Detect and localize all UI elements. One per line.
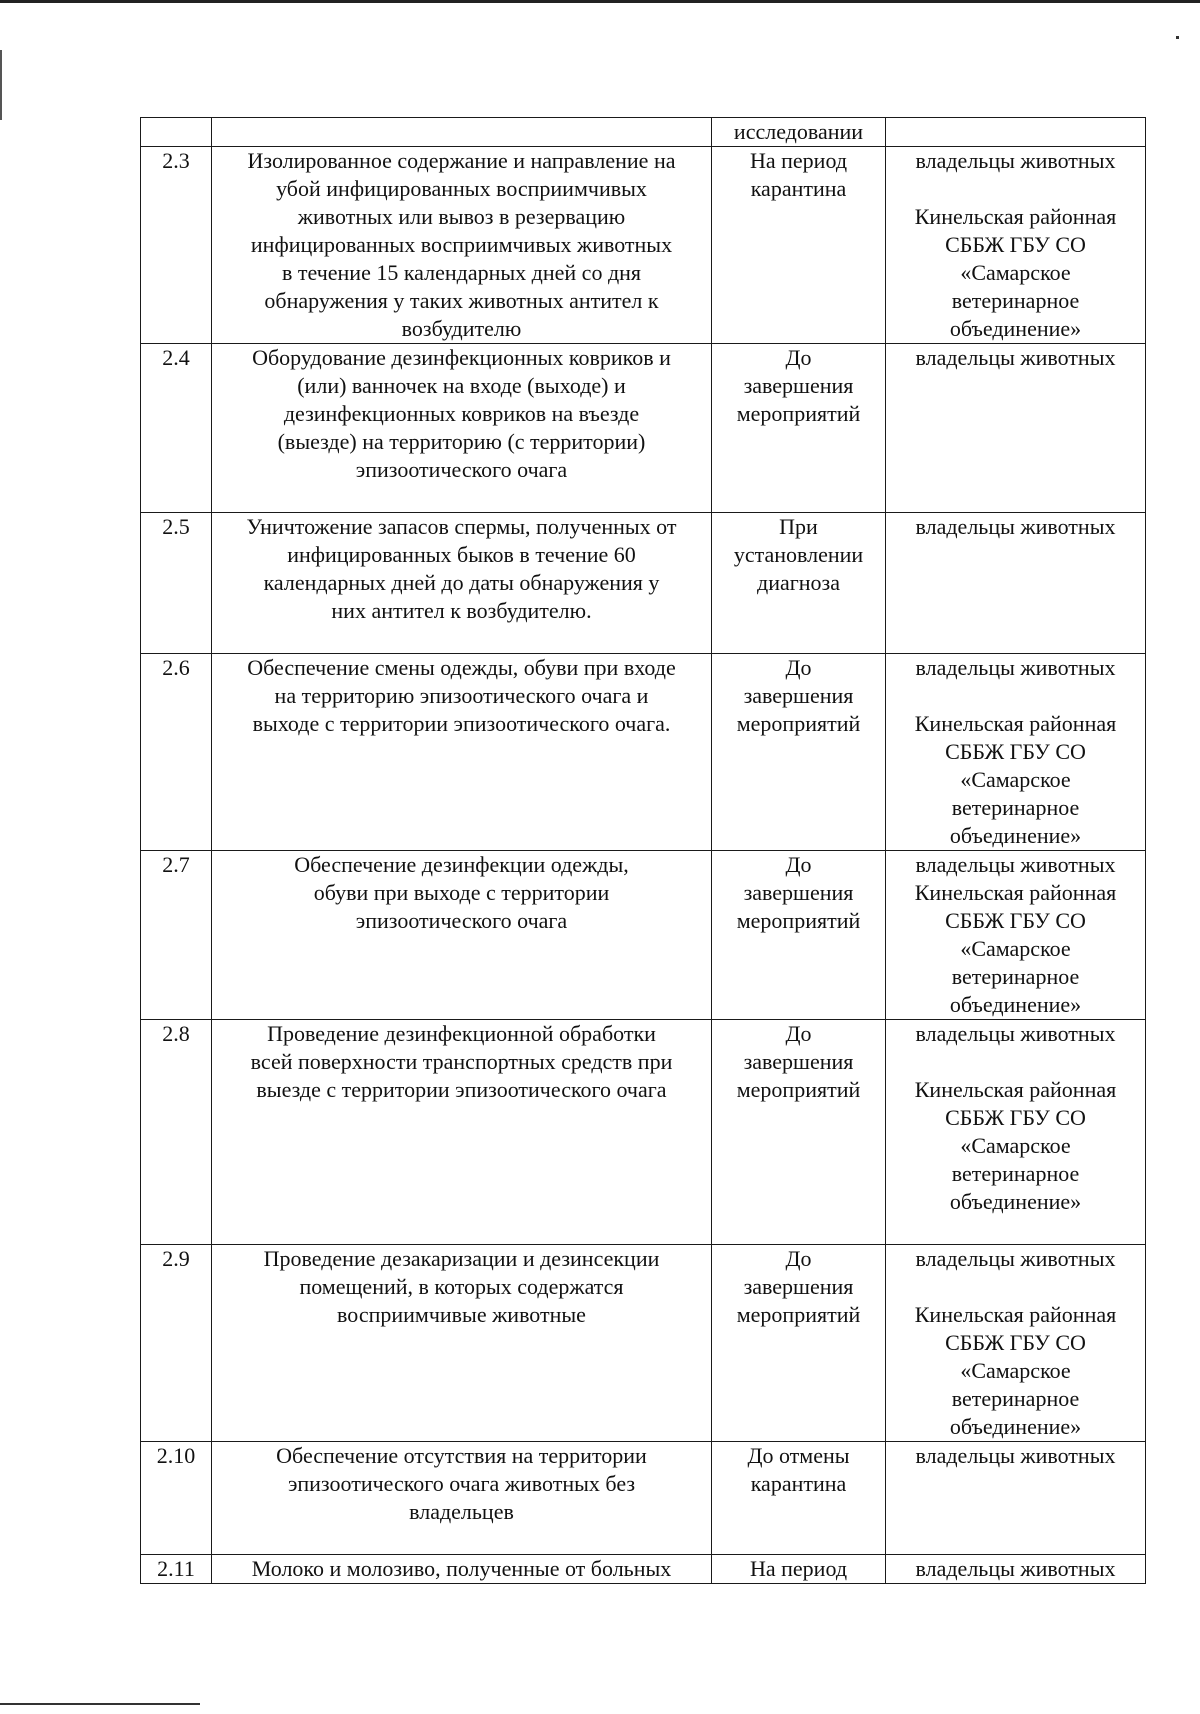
measure-term-line: завершения: [743, 1049, 854, 1074]
measure-description-line: выходе с территории эпизоотического очага.: [252, 711, 671, 736]
measure-term-line: На период: [749, 1556, 848, 1581]
measure-term: [712, 513, 886, 654]
measure-responsible-line: Кинельская районная: [914, 1302, 1117, 1327]
measure-description-line: в течение 15 календарных дней со дня: [281, 260, 642, 285]
measure-description-line: [218, 484, 705, 512]
measure-responsible: [886, 654, 1146, 851]
measure-responsible-line: СББЖ ГБУ СО: [945, 232, 1086, 257]
measure-description-line: всей поверхности транспортных средств при: [250, 1049, 673, 1074]
measure-description-line: дезинфекционных ковриков на въезде: [283, 401, 640, 426]
measure-responsible: [886, 344, 1146, 513]
measure-description-line: восприимчивые животные: [337, 1302, 586, 1327]
measure-responsible-line: Кинельская районная: [914, 711, 1117, 736]
measure-term-line: завершения: [743, 1274, 854, 1299]
measure-description: [212, 1245, 712, 1442]
measure-term-line: До: [785, 852, 812, 877]
measure-responsible-line: Кинельская районная: [914, 1077, 1117, 1102]
measures-table: [140, 117, 1146, 1584]
measure-description: [212, 344, 712, 513]
table-row: [141, 654, 1146, 851]
table-row: [141, 1555, 1146, 1584]
measure-responsible: [886, 118, 1146, 147]
measure-responsible-line: «Самарское: [960, 1133, 1071, 1158]
measure-description-line: владельцев: [409, 1499, 514, 1524]
measure-description-line: Молоко и молозиво, полученные от больных: [251, 1556, 672, 1581]
measure-responsible-line: владельцы животных: [915, 1443, 1116, 1468]
table-row: [141, 1020, 1146, 1245]
scan-speck: [1176, 36, 1179, 39]
row-number: 2.5: [141, 513, 212, 654]
measure-responsible: [886, 513, 1146, 654]
measure-term-line: При: [779, 514, 818, 539]
measure-responsible-line: Кинельская районная: [914, 880, 1117, 905]
scan-edge-top: [0, 0, 1200, 3]
row-number: 2.9: [141, 1245, 212, 1442]
measure-term-line: мероприятий: [736, 1077, 861, 1102]
measure-responsible-line: «Самарское: [960, 1358, 1071, 1383]
measure-description-line: помещений, в которых содержатся: [299, 1274, 624, 1299]
row-number: 2.8: [141, 1020, 212, 1245]
measure-responsible-line: СББЖ ГБУ СО: [945, 1105, 1086, 1130]
measure-description-line: обуви при выходе с территории: [313, 880, 610, 905]
measure-term-line: карантина: [750, 1471, 847, 1496]
measure-description: [212, 1442, 712, 1555]
measure-responsible-line: владельцы животных: [915, 1556, 1116, 1581]
measure-description: [212, 1020, 712, 1245]
measure-responsible-line: [892, 1048, 1139, 1076]
measure-description-line: инфицированных восприимчивых животных: [250, 232, 673, 257]
measure-term-line: исследовании: [733, 119, 864, 144]
measure-responsible-line: владельцы животных: [915, 148, 1116, 173]
row-number: 2.4: [141, 344, 212, 513]
row-number: [141, 118, 212, 147]
measure-description: [212, 654, 712, 851]
measure-term-line: карантина: [750, 176, 847, 201]
measure-term: [712, 344, 886, 513]
measure-description-line: [218, 1526, 705, 1554]
measure-term-line: До: [785, 1246, 812, 1271]
measure-description-line: календарных дней до даты обнаружения у: [263, 570, 660, 595]
measure-term: [712, 1245, 886, 1442]
measure-term-line: диагноза: [757, 570, 840, 595]
measure-description-line: Проведение дезинфекционной обработки: [267, 1021, 656, 1046]
measure-responsible-line: владельцы животных: [915, 1246, 1116, 1271]
measure-responsible-line: объединение»: [949, 1414, 1082, 1439]
measure-term: [712, 118, 886, 147]
measure-responsible-line: владельцы животных: [915, 345, 1116, 370]
measure-responsible-line: «Самарское: [960, 936, 1071, 961]
measure-responsible-line: Кинельская районная: [914, 204, 1117, 229]
measure-description: [212, 147, 712, 344]
measure-description-line: выезде с территории эпизоотического очага: [256, 1077, 667, 1102]
measure-responsible-line: ветеринарное: [951, 1386, 1080, 1411]
row-number: 2.10: [141, 1442, 212, 1555]
measure-responsible: [886, 1020, 1146, 1245]
measure-description-line: (выезде) на территорию (с территории): [277, 429, 646, 454]
measure-responsible-line: владельцы животных: [915, 1021, 1116, 1046]
measure-term-line: До: [785, 655, 812, 680]
measure-description-line: эпизоотического очага: [355, 457, 568, 482]
measure-term: [712, 1555, 886, 1584]
measure-term-line: завершения: [743, 373, 854, 398]
measure-responsible: [886, 1442, 1146, 1555]
measure-responsible-line: объединение»: [949, 1189, 1082, 1214]
measure-term: [712, 1442, 886, 1555]
measure-responsible-line: СББЖ ГБУ СО: [945, 1330, 1086, 1355]
measure-description-line: инфицированных быков в течение 60: [287, 542, 636, 567]
table-row: [141, 1245, 1146, 1442]
measure-term-line: На период: [749, 148, 848, 173]
measure-description-line: Обеспечение смены одежды, обуви при входе: [247, 655, 676, 680]
measure-responsible: [886, 851, 1146, 1020]
measure-responsible-line: владельцы животных: [915, 655, 1116, 680]
table-row: [141, 118, 1146, 147]
measure-description-line: обнаружения у таких животных антител к: [264, 288, 659, 313]
measure-responsible: [886, 147, 1146, 344]
measure-responsible-line: ветеринарное: [951, 795, 1080, 820]
measure-description-line: Проведение дезакаризации и дезинсекции: [263, 1246, 660, 1271]
measure-description: [212, 1555, 712, 1584]
measure-description-line: них антител к возбудителю.: [331, 598, 592, 623]
measure-description-line: (или) ванночек на входе (выходе) и: [297, 373, 626, 398]
measure-description-line: на территорию эпизоотического очага и: [274, 683, 649, 708]
measure-description-line: Обеспечение дезинфекции одежды,: [294, 852, 629, 877]
measure-description-line: Оборудование дезинфекционных ковриков и: [252, 345, 671, 370]
measure-description: [212, 118, 712, 147]
measure-responsible-line: объединение»: [949, 316, 1082, 341]
row-number: 2.7: [141, 851, 212, 1020]
row-number: 2.6: [141, 654, 212, 851]
measure-description-line: Обеспечение отсутствия на территории: [276, 1443, 647, 1468]
measure-term-line: завершения: [743, 683, 854, 708]
table-row: [141, 1442, 1146, 1555]
measure-responsible-line: [892, 682, 1139, 710]
measure-responsible: [886, 1555, 1146, 1584]
measure-term-line: До: [785, 345, 812, 370]
measures-table-body: [141, 118, 1146, 1584]
measure-term: [712, 851, 886, 1020]
measure-responsible-line: «Самарское: [960, 767, 1071, 792]
measure-description-line: животных или вывоз в резервацию: [297, 204, 626, 229]
measure-responsible-line: владельцы животных: [915, 852, 1116, 877]
measure-responsible: [886, 1245, 1146, 1442]
measure-responsible-line: ветеринарное: [951, 288, 1080, 313]
measure-responsible-line: ветеринарное: [951, 1161, 1080, 1186]
measure-term-line: До отмены: [747, 1443, 850, 1468]
row-number: 2.11: [141, 1555, 212, 1584]
table-row: [141, 513, 1146, 654]
measure-description-line: эпизоотического очага: [355, 908, 568, 933]
measure-term: [712, 654, 886, 851]
measure-term-line: До: [785, 1021, 812, 1046]
scan-edge-bottom: [0, 1703, 200, 1705]
measure-responsible-line: СББЖ ГБУ СО: [945, 908, 1086, 933]
measure-term: [712, 147, 886, 344]
table-row: [141, 344, 1146, 513]
table-row: [141, 147, 1146, 344]
measure-responsible-line: «Самарское: [960, 260, 1071, 285]
measure-description-line: [218, 625, 705, 653]
measure-description-line: убой инфицированных восприимчивых: [276, 176, 647, 201]
measure-responsible-line: СББЖ ГБУ СО: [945, 739, 1086, 764]
measure-description-line: эпизоотического очага животных без: [287, 1471, 636, 1496]
row-number: 2.3: [141, 147, 212, 344]
measure-responsible-line: объединение»: [949, 992, 1082, 1017]
table-row: [141, 851, 1146, 1020]
measure-term-line: завершения: [743, 880, 854, 905]
measure-responsible-line: ветеринарное: [951, 964, 1080, 989]
measure-term: [712, 1020, 886, 1245]
measure-term-line: мероприятий: [736, 908, 861, 933]
measure-description: [212, 851, 712, 1020]
measure-description: [212, 513, 712, 654]
measure-term-line: мероприятий: [736, 1302, 861, 1327]
measure-description-line: возбудителю: [401, 316, 522, 341]
measure-responsible-line: [892, 1273, 1139, 1301]
measure-responsible-line: [892, 175, 1139, 203]
scan-edge-left: [0, 50, 2, 120]
measure-term-line: мероприятий: [736, 711, 861, 736]
measure-responsible-line: владельцы животных: [915, 514, 1116, 539]
measure-description-line: Уничтожение запасов спермы, полученных от: [246, 514, 677, 539]
measure-term-line: установлении: [733, 542, 864, 567]
measure-responsible-line: объединение»: [949, 823, 1082, 848]
measure-description-line: Изолированное содержание и направление на: [247, 148, 676, 173]
measure-responsible-line: [892, 1216, 1139, 1244]
measure-term-line: мероприятий: [736, 401, 861, 426]
